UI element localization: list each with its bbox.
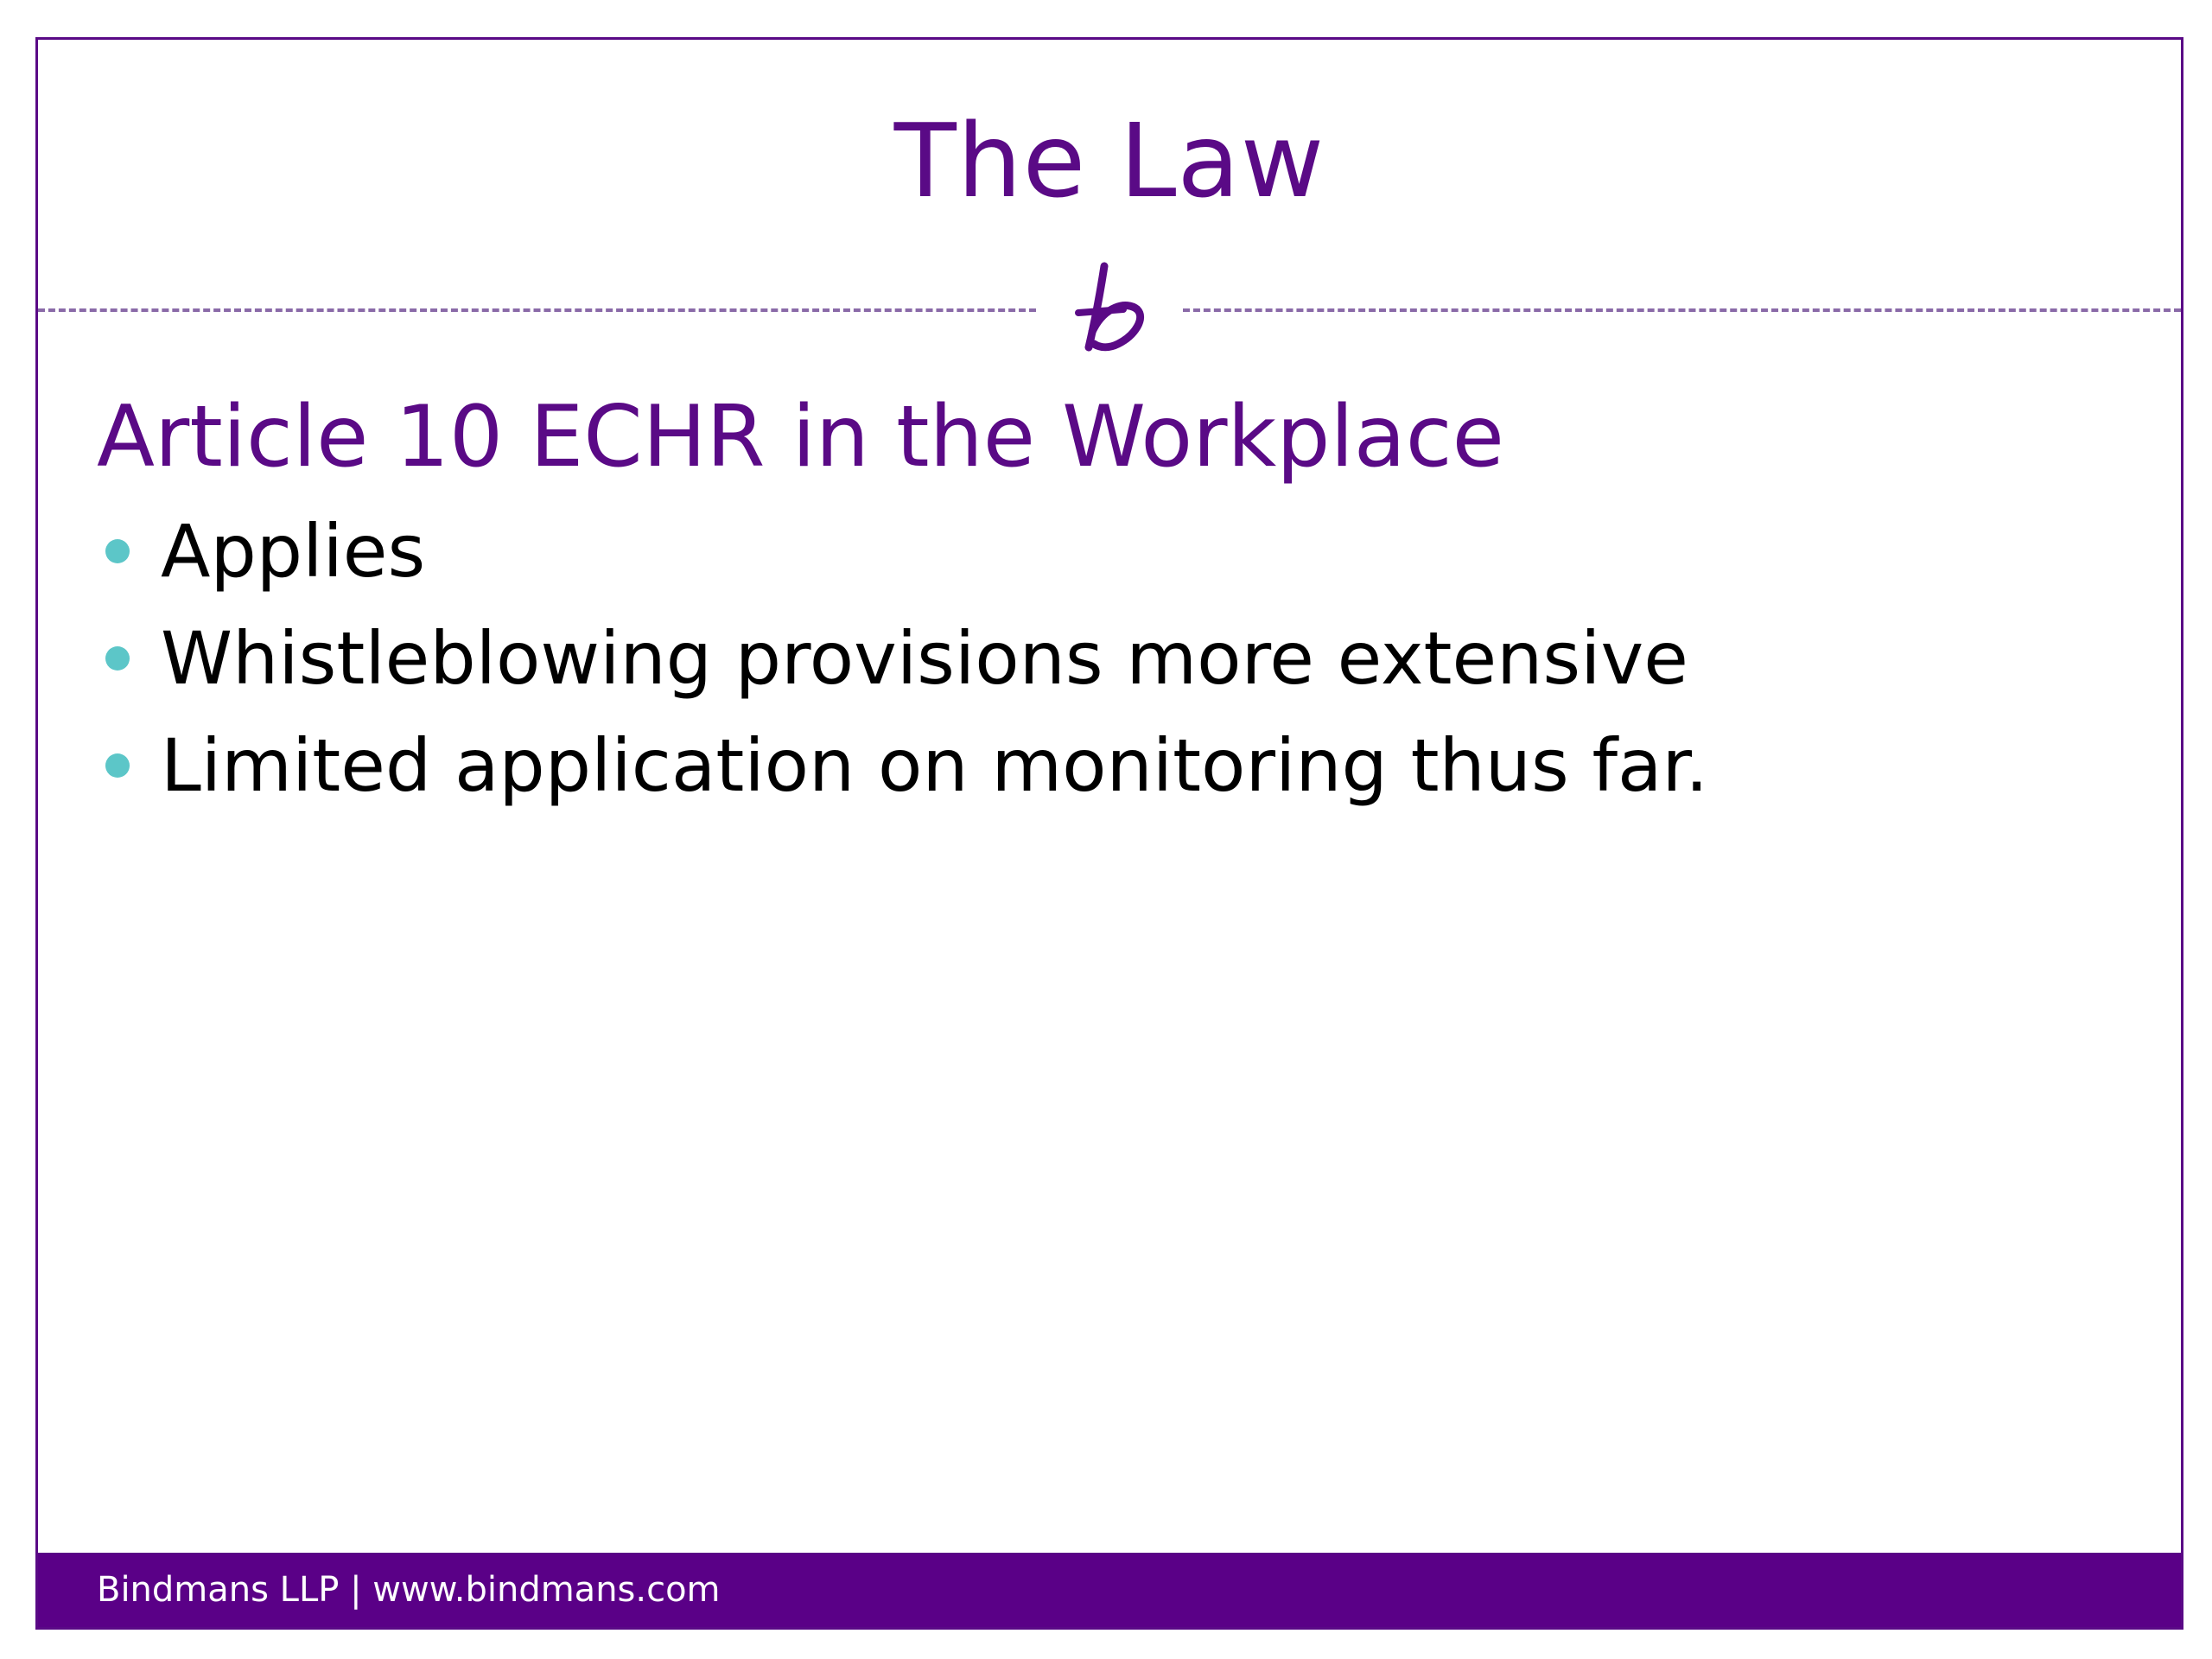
footer-text: Bindmans LLP | www.bindmans.com <box>97 1570 721 1610</box>
title-divider-right <box>1183 308 2181 312</box>
footer-bar <box>38 1553 2181 1627</box>
bullet-text: Whistleblowing provisions more extensive <box>161 616 1688 701</box>
bullet-text: Applies <box>161 509 426 594</box>
slide-title: The Law <box>893 101 1325 220</box>
bullet-dot-icon <box>105 646 130 671</box>
bullet-item <box>97 498 1708 605</box>
title-divider-left <box>38 308 1036 312</box>
slide-subtitle: Article 10 ECHR in the Workplace <box>97 388 1504 486</box>
bullet-dot-icon <box>105 753 130 778</box>
bullet-item <box>97 712 1708 819</box>
slide <box>35 37 2183 1630</box>
bullet-text: Limited application on monitoring thus far. <box>161 723 1709 808</box>
bullet-list <box>97 498 1708 819</box>
bullet-item <box>97 605 1708 712</box>
bullet-dot-icon <box>105 539 130 563</box>
bindmans-b-logo-icon <box>1063 259 1158 363</box>
